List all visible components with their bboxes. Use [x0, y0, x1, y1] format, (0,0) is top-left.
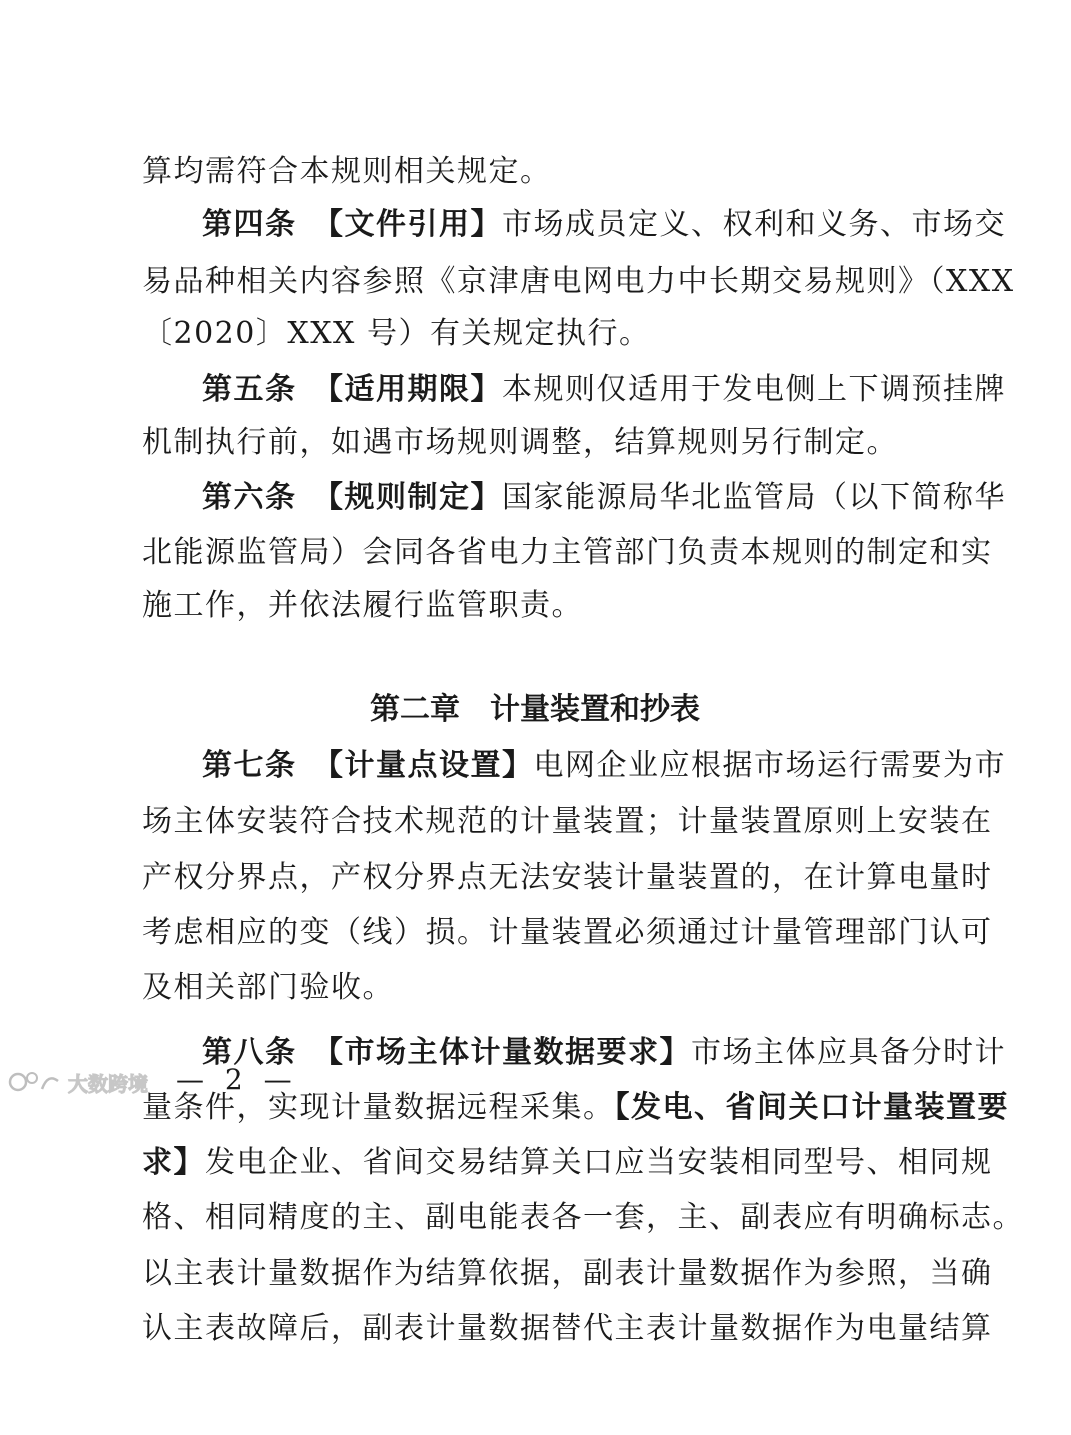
- text-line: 考虑相应的变（线）损。计量装置必须通过计量管理部门认可: [142, 915, 993, 950]
- article-label: 第八条 【市场主体计量数据要求】: [202, 1035, 691, 1070]
- text-line: 产权分界点，产权分界点无法安装计量装置的，在计算电量时: [142, 860, 993, 895]
- article-heading-line: 第五条 【适用期限】本规则仅适用于发电侧上下调预挂牌: [202, 372, 1006, 407]
- inline-bold-label: 求】: [142, 1145, 205, 1180]
- article-label: 第七条 【计量点设置】: [202, 748, 534, 783]
- article-heading-line: 第四条 【文件引用】市场成员定义、权利和义务、市场交: [202, 207, 1006, 242]
- text-line: 及相关部门验收。: [142, 970, 394, 1005]
- text-line: 求】发电企业、省间交易结算关口应当安装相同型号、相同规: [142, 1145, 993, 1180]
- article-label: 第五条 【适用期限】: [202, 372, 502, 407]
- text-line: 算均需符合本规则相关规定。: [142, 154, 552, 189]
- text-line: 量条件，实现计量数据远程采集。【发电、省间关口计量装置要: [142, 1090, 1009, 1125]
- text-line: 格、相同精度的主、副电能表各一套，主、副表应有明确标志。: [142, 1200, 1024, 1235]
- watermark: [8, 1065, 148, 1099]
- article-label: 第四条 【文件引用】: [202, 207, 502, 242]
- text-line: 场主体安装符合技术规范的计量装置；计量装置原则上安装在: [142, 804, 993, 839]
- article-heading-line: 第八条 【市场主体计量数据要求】市场主体应具备分时计: [202, 1035, 1006, 1070]
- text-line: 以主表计量数据作为结算依据，副表计量数据作为参照，当确: [142, 1256, 993, 1291]
- article-heading-line: 第七条 【计量点设置】电网企业应根据市场运行需要为市: [202, 748, 1006, 783]
- chapter-title: 第二章 计量装置和抄表: [370, 692, 700, 727]
- watermark-text: 大数跨境: [68, 1071, 148, 1096]
- text-line: 施工作，并依法履行监管职责。: [142, 588, 583, 623]
- text-line: 认主表故障后，副表计量数据替代主表计量数据作为电量结算: [142, 1311, 993, 1346]
- brand-logo-icon: [8, 1067, 62, 1097]
- text-line: 北能源监管局）会同各省电力主管部门负责本规则的制定和实: [142, 535, 993, 570]
- article-label: 第六条 【规则制定】: [202, 480, 502, 515]
- inline-bold-label: 【发电、省间关口计量装置要: [614, 1090, 1009, 1125]
- text-line: 〔2020〕XXX 号）有关规定执行。: [142, 316, 651, 351]
- page-number: — 2 —: [176, 1063, 298, 1096]
- text-line: 机制执行前，如遇市场规则调整，结算规则另行制定。: [142, 425, 898, 460]
- text-line: 易品种相关内容参照《京津唐电网电力中长期交易规则》（XXX: [142, 264, 1015, 299]
- article-heading-line: 第六条 【规则制定】国家能源局华北监管局（以下简称华: [202, 480, 1006, 515]
